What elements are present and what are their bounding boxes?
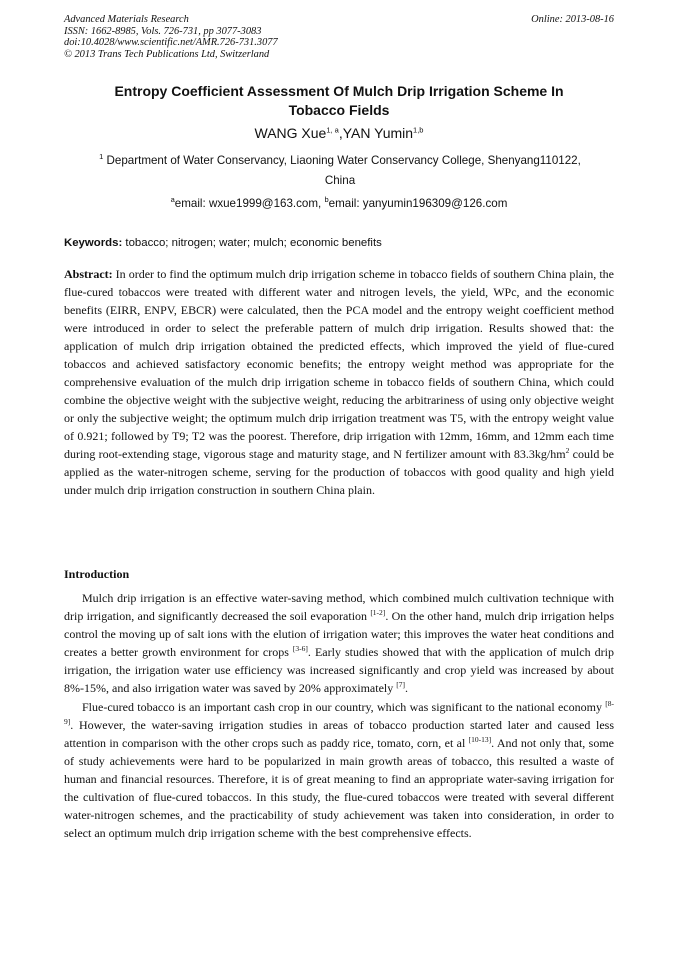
author-1: WANG Xue xyxy=(254,125,327,141)
affiliation-line-2: China xyxy=(324,174,356,187)
affiliation xyxy=(70,151,610,191)
email-a: email: wxue1999@163.com, xyxy=(174,197,325,210)
introduction-body xyxy=(64,589,614,842)
author-emails xyxy=(64,197,614,211)
citation-ref: [1-2] xyxy=(370,608,386,618)
author-list xyxy=(64,124,614,142)
abstract-text-1: In order to find the optimum mulch drip irrigation scheme in tobacco fields of southern China plain, the flue-cured tobaccos were treated with different water and nitrogen levels, the yield, WPc, and the economic benefits (EIRR, ENPV, EBCR) were calculated, then the PCA model and the entropy weight coefficient method were introduced in order to select the preferable pattern of mulch drip irrigation. Results showed that: the application of mulch drip irrigation obtained the predicted effects, which improved the yield of flue-cured tobaccos and achieved satisfactory economic benefits; the entropy weight method was appropriate for the comprehensive evaluation of the mulch drip irrigation scheme in tobacco fields of southern China, which could combine the objective weight with the subjective weight, reducing the arbitrariness of using only objective weight or only the subjective weight; the optimum mulch drip irrigation treatment was T5, with the entropy weight value of 0.921; followed by T9; T2 was the poorest. Therefore, drip irrigation with 12mm, 16mm, and 12mm each time during root-extending stage, vigorous stage and maturity stage, and N fertilizer amount with 83.3kg/hm xyxy=(64,267,614,461)
intro-paragraph-2 xyxy=(64,698,614,843)
keywords-label: Keywords: xyxy=(64,237,123,249)
citation-ref: [8-9] xyxy=(64,698,614,726)
online-date: Online: 2013-08-16 xyxy=(531,14,614,25)
intro-p1-text-c: . Early studies showed that with the application of mulch drip irrigation, the irrigation water use efficiency was increased significantly and crop yield was increased by about 8%-15%, and also irrigation water was saved by 20% approximately xyxy=(64,645,615,696)
author-2-affil: 1,b xyxy=(413,125,424,135)
author-1-affil: 1, a xyxy=(326,125,339,135)
copyright-line: © 2013 Trans Tech Publications Ltd, Switzerland xyxy=(64,48,270,60)
abstract-label: Abstract: xyxy=(64,267,113,281)
title-line-2: Tobacco Fields xyxy=(288,101,390,118)
author-separator: , xyxy=(338,125,343,141)
paper-title xyxy=(64,82,614,119)
intro-p2-text-b: . However, the water-saving irrigation studies in areas of tobacco production started later and caused less attention in comparison with the other crops such as paddy rice, tomato, corn, et al xyxy=(64,717,614,750)
intro-p1-text-a: Mulch drip irrigation is an effective water-saving method, which combined mulch cultivation technique with drip irrigation, and significantly decreased the soil evaporation xyxy=(64,591,614,624)
email-b-marker: b xyxy=(324,195,329,205)
email-b: email: yanyumin196309@126.com xyxy=(328,197,508,210)
abstract-superscript: 2 xyxy=(565,446,570,455)
intro-p2-text-c: . And not only that, some of study achievements were hard to be popularized in main growth areas of tobacco, this resulted a waste of human and financial resources. Therefore, it is of great meaning to find an appropriate water-saving irrigation for the cultivation of flue-cured tobaccos. In this study, the flue-cured tobaccos were treated with several different water-nitrogen schemes, and the practicability of study achievement was taken into consideration, in order to select an optimum mulch drip irrigation scheme with the best comprehensive effects. xyxy=(64,735,614,841)
abstract-text-2: could be applied as the water-nitrogen scheme, serving for the production of tobaccos with good quality and high yield under mulch drip irrigation construction in southern China plain. xyxy=(64,447,614,497)
citation-ref: [7] xyxy=(396,680,405,690)
doi-line: doi:10.4028/www.scientific.net/AMR.726-731.3077 xyxy=(64,37,278,48)
keywords-text: tobacco; nitrogen; water; mulch; economic benefits xyxy=(122,237,382,249)
keywords xyxy=(64,236,614,250)
email-a-marker: a xyxy=(170,195,175,205)
journal-name: Advanced Materials Research xyxy=(64,14,189,25)
abstract xyxy=(64,265,614,499)
intro-p1-text-b: . On the other hand, mulch drip irrigation helps control the moving up of salt ions with the elution of irrigation water; this improves the water heat conditions and creates a better growth environment for crops xyxy=(64,609,614,660)
affiliation-number: 1 xyxy=(99,152,104,162)
introduction-heading: Introduction xyxy=(64,567,130,581)
issn-line: ISSN: 1662-8985, Vols. 726-731, pp 3077-3083 xyxy=(64,25,262,37)
intro-paragraph-1 xyxy=(64,589,614,698)
journal-header xyxy=(64,14,278,60)
intro-p1-text-d: . xyxy=(405,681,408,696)
intro-p2-text-a: Flue-cured tobacco is an important cash crop in our country, which was significant to the national economy xyxy=(82,699,606,714)
title-line-1: Entropy Coefficient Assessment Of Mulch Drip Irrigation Scheme In xyxy=(114,83,564,99)
author-2: YAN Yumin xyxy=(342,125,414,141)
citation-ref: [10-13] xyxy=(468,734,492,744)
citation-ref: [3-6] xyxy=(292,644,308,654)
affiliation-line-1: Department of Water Conservancy, Liaoning Water Conservancy College, Shenyang110122, xyxy=(103,154,581,167)
